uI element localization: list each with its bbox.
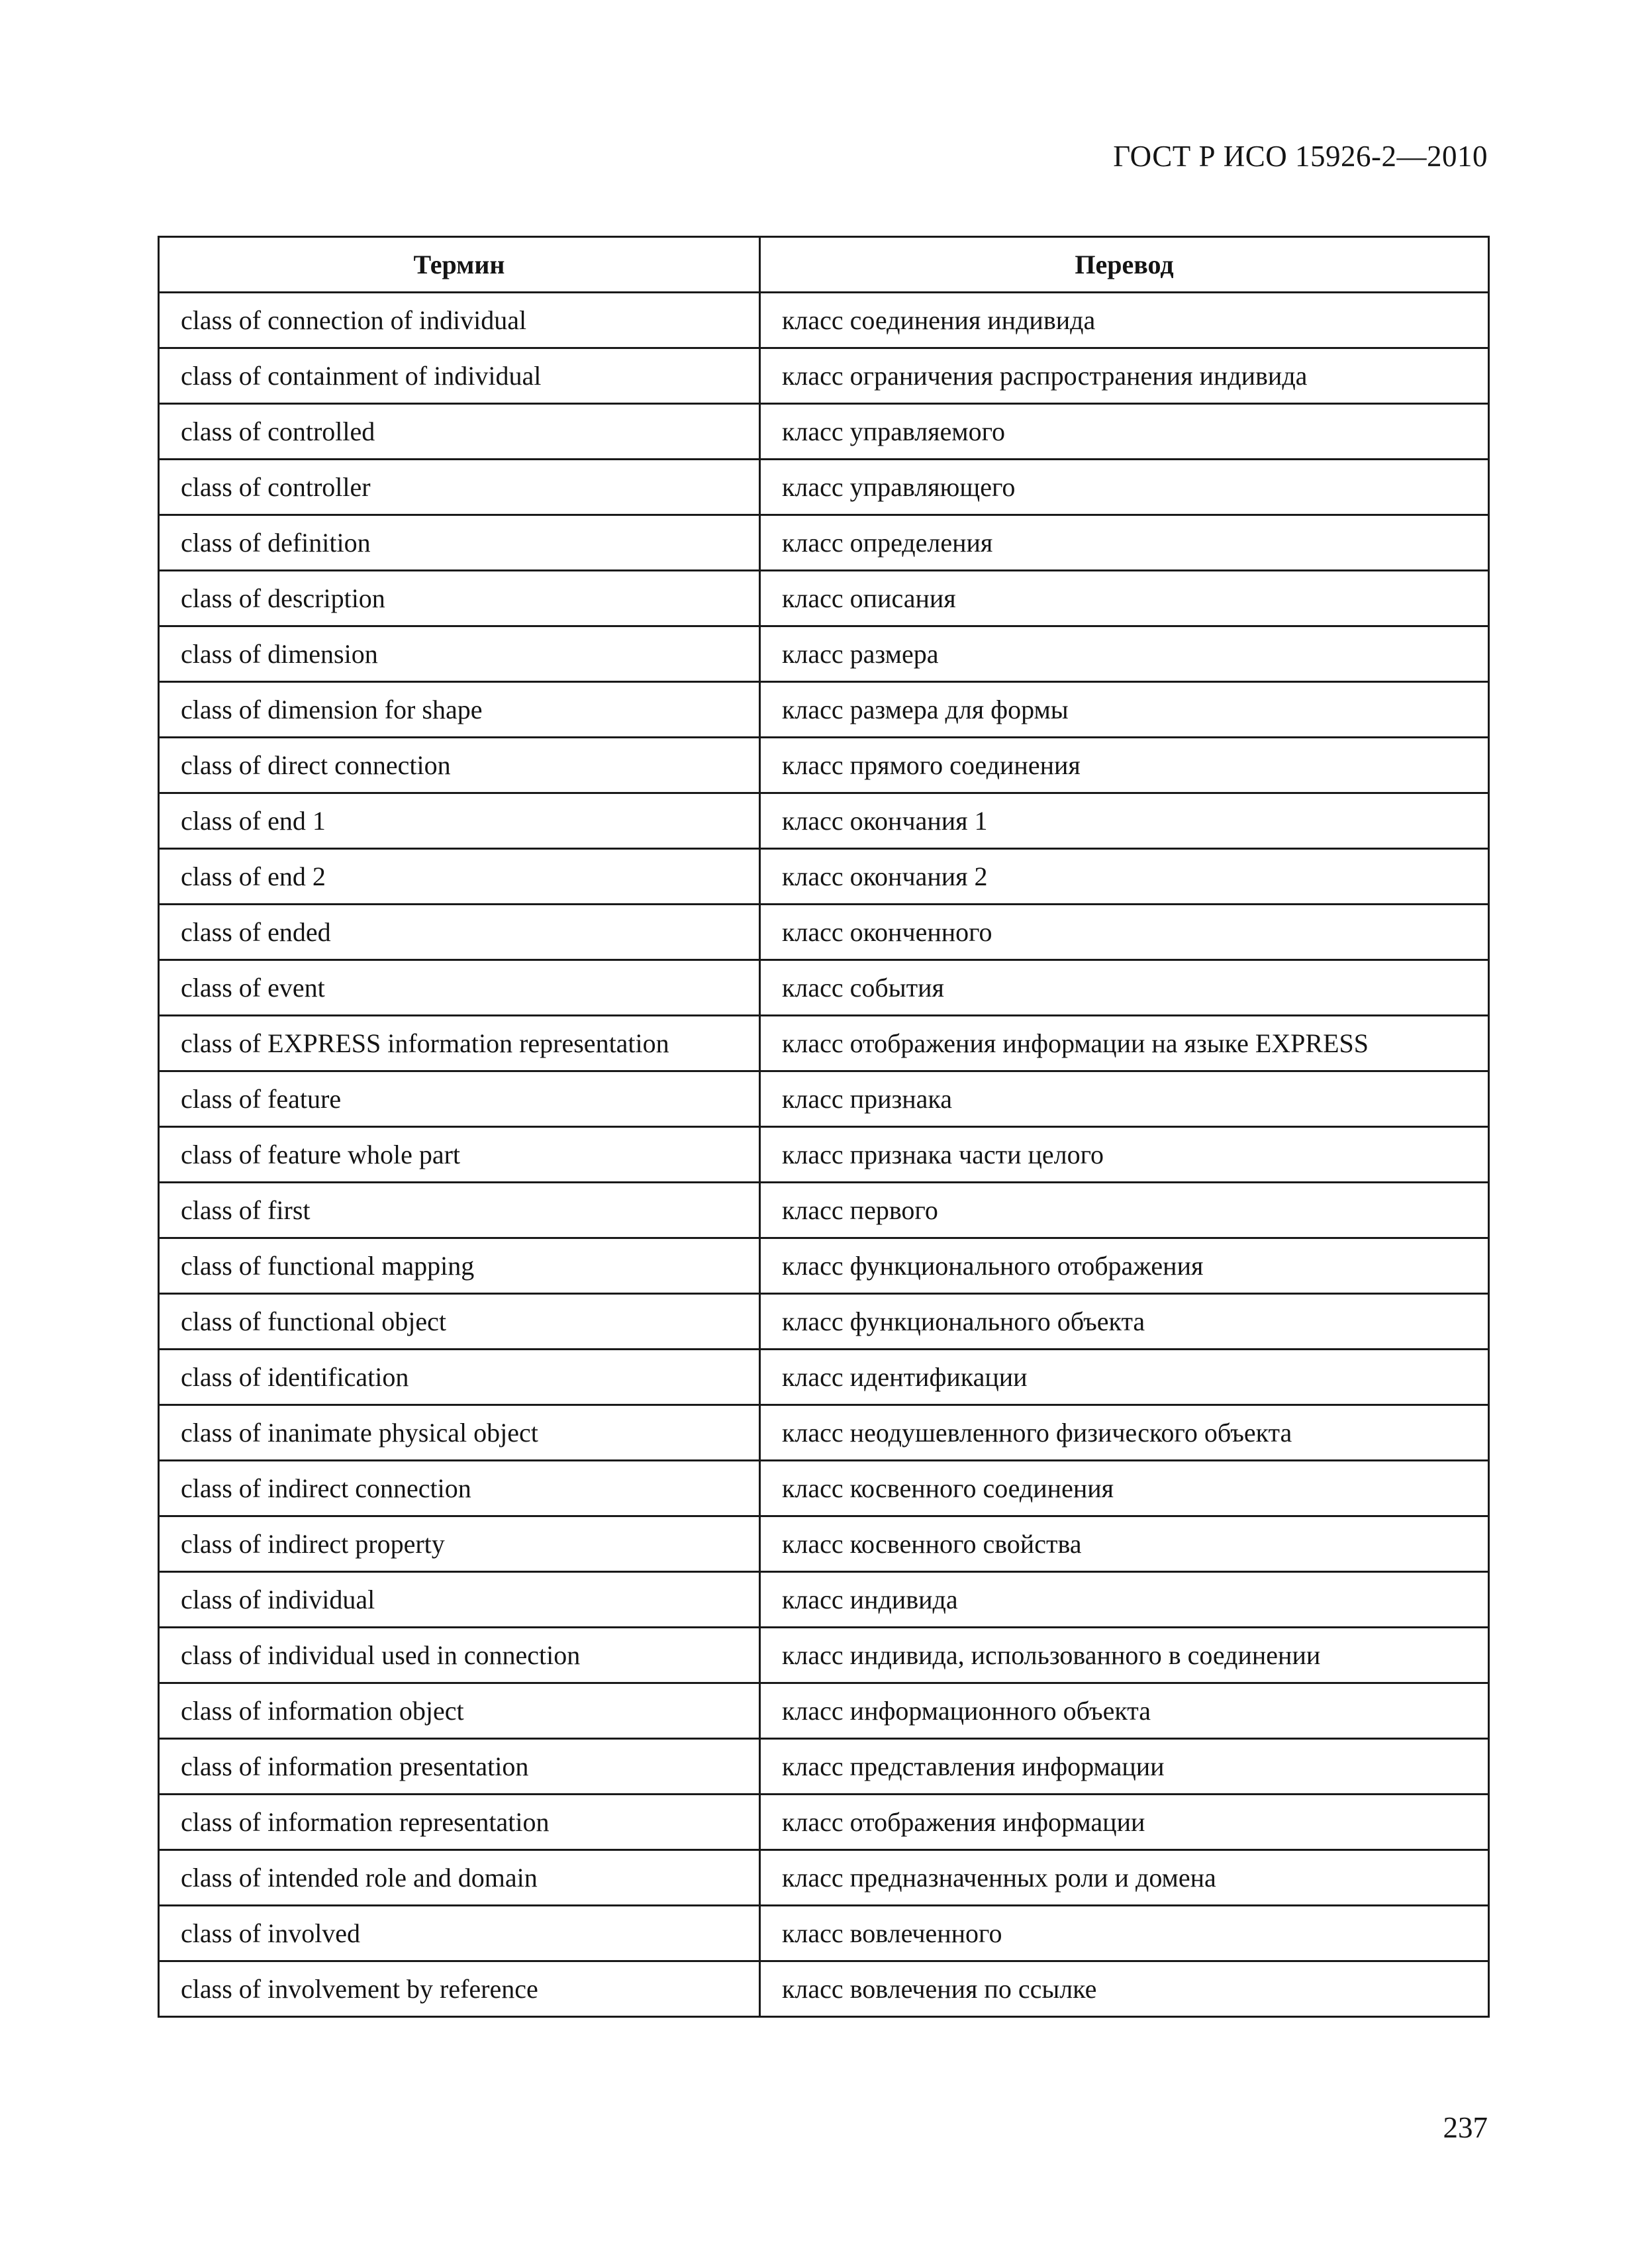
translation-cell: класс признака части целого — [760, 1127, 1489, 1183]
term-cell: class of feature whole part — [159, 1127, 760, 1183]
translation-cell: класс вовлечения по ссылке — [760, 1961, 1489, 2017]
table-row — [159, 1461, 1489, 1516]
translation-cell: класс управляющего — [760, 460, 1489, 515]
translation-cell: класс признака — [760, 1071, 1489, 1127]
translation-cell: класс события — [760, 960, 1489, 1016]
table-row — [159, 1906, 1489, 1961]
translation-cell: класс представления информации — [760, 1739, 1489, 1795]
table-row — [159, 1238, 1489, 1294]
term-cell: class of definition — [159, 515, 760, 571]
table-row — [159, 1294, 1489, 1350]
translation-cell: класс управляемого — [760, 404, 1489, 460]
translation-cell: класс идентификации — [760, 1350, 1489, 1405]
translation-cell: класс размера для формы — [760, 682, 1489, 738]
term-cell: class of identification — [159, 1350, 760, 1405]
table-row — [159, 1405, 1489, 1461]
term-cell: class of connection of individual — [159, 293, 760, 348]
table-row — [159, 905, 1489, 960]
table-row — [159, 1127, 1489, 1183]
translation-cell: класс размера — [760, 626, 1489, 682]
table-row — [159, 793, 1489, 849]
term-cell: class of first — [159, 1183, 760, 1238]
terms-table — [158, 236, 1490, 2018]
term-cell: class of feature — [159, 1071, 760, 1127]
table-row — [159, 1795, 1489, 1850]
column-header-translation: Перевод — [760, 237, 1489, 293]
page-number: 237 — [1443, 2111, 1488, 2144]
table-row — [159, 626, 1489, 682]
term-cell: class of indirect connection — [159, 1461, 760, 1516]
term-cell: class of individual used in connection — [159, 1628, 760, 1683]
translation-cell: класс предназначенных роли и домена — [760, 1850, 1489, 1906]
translation-cell: класс отображения информации на языке EXPRESS — [760, 1016, 1489, 1071]
term-cell: class of containment of individual — [159, 348, 760, 404]
term-cell: class of information presentation — [159, 1739, 760, 1795]
term-cell: class of individual — [159, 1572, 760, 1628]
translation-cell: класс индивида, использованного в соединении — [760, 1628, 1489, 1683]
table-row — [159, 571, 1489, 626]
table-row — [159, 1683, 1489, 1739]
translation-cell: класс окончания 2 — [760, 849, 1489, 905]
translation-cell: класс функционального объекта — [760, 1294, 1489, 1350]
translation-cell: класс ограничения распространения индивида — [760, 348, 1489, 404]
table-row — [159, 849, 1489, 905]
translation-cell: класс вовлеченного — [760, 1906, 1489, 1961]
translation-cell: класс окончания 1 — [760, 793, 1489, 849]
table-row — [159, 515, 1489, 571]
table-row — [159, 738, 1489, 793]
table-row — [159, 1016, 1489, 1071]
term-cell: class of dimension — [159, 626, 760, 682]
term-cell: class of EXPRESS information representation — [159, 1016, 760, 1071]
translation-cell: класс неодушевленного физического объекта — [760, 1405, 1489, 1461]
translation-cell: класс описания — [760, 571, 1489, 626]
term-cell: class of dimension for shape — [159, 682, 760, 738]
translation-cell: класс косвенного соединения — [760, 1461, 1489, 1516]
translation-cell: класс прямого соединения — [760, 738, 1489, 793]
term-cell: class of functional object — [159, 1294, 760, 1350]
table-row — [159, 1183, 1489, 1238]
table-row — [159, 1071, 1489, 1127]
term-cell: class of information representation — [159, 1795, 760, 1850]
table-row — [159, 1739, 1489, 1795]
term-cell: class of description — [159, 571, 760, 626]
translation-cell: класс оконченного — [760, 905, 1489, 960]
term-cell: class of controlled — [159, 404, 760, 460]
translation-cell: класс функционального отображения — [760, 1238, 1489, 1294]
term-cell: class of indirect property — [159, 1516, 760, 1572]
term-cell: class of intended role and domain — [159, 1850, 760, 1906]
term-cell: class of direct connection — [159, 738, 760, 793]
term-cell: class of information object — [159, 1683, 760, 1739]
table-body — [159, 293, 1489, 2017]
term-cell: class of end 2 — [159, 849, 760, 905]
translation-cell: класс отображения информации — [760, 1795, 1489, 1850]
term-cell: class of event — [159, 960, 760, 1016]
translation-cell: класс индивида — [760, 1572, 1489, 1628]
translation-cell: класс первого — [760, 1183, 1489, 1238]
translation-cell: класс информационного объекта — [760, 1683, 1489, 1739]
table-row — [159, 682, 1489, 738]
term-cell: class of controller — [159, 460, 760, 515]
table-row — [159, 1850, 1489, 1906]
table-row — [159, 1516, 1489, 1572]
table-row — [159, 1350, 1489, 1405]
table-row — [159, 1628, 1489, 1683]
term-cell: class of involved — [159, 1906, 760, 1961]
term-cell: class of inanimate physical object — [159, 1405, 760, 1461]
translation-cell: класс определения — [760, 515, 1489, 571]
column-header-term: Термин — [159, 237, 760, 293]
table-header-row — [159, 237, 1489, 293]
table-row — [159, 1961, 1489, 2017]
term-cell: class of involvement by reference — [159, 1961, 760, 2017]
translation-cell: класс косвенного свойства — [760, 1516, 1489, 1572]
term-cell: class of end 1 — [159, 793, 760, 849]
table-row — [159, 960, 1489, 1016]
table-row — [159, 460, 1489, 515]
translation-cell: класс соединения индивида — [760, 293, 1489, 348]
table-row — [159, 293, 1489, 348]
table-row — [159, 1572, 1489, 1628]
term-cell: class of ended — [159, 905, 760, 960]
table-row — [159, 348, 1489, 404]
term-cell: class of functional mapping — [159, 1238, 760, 1294]
table-row — [159, 404, 1489, 460]
document-header: ГОСТ Р ИСО 15926-2—2010 — [1113, 140, 1488, 173]
